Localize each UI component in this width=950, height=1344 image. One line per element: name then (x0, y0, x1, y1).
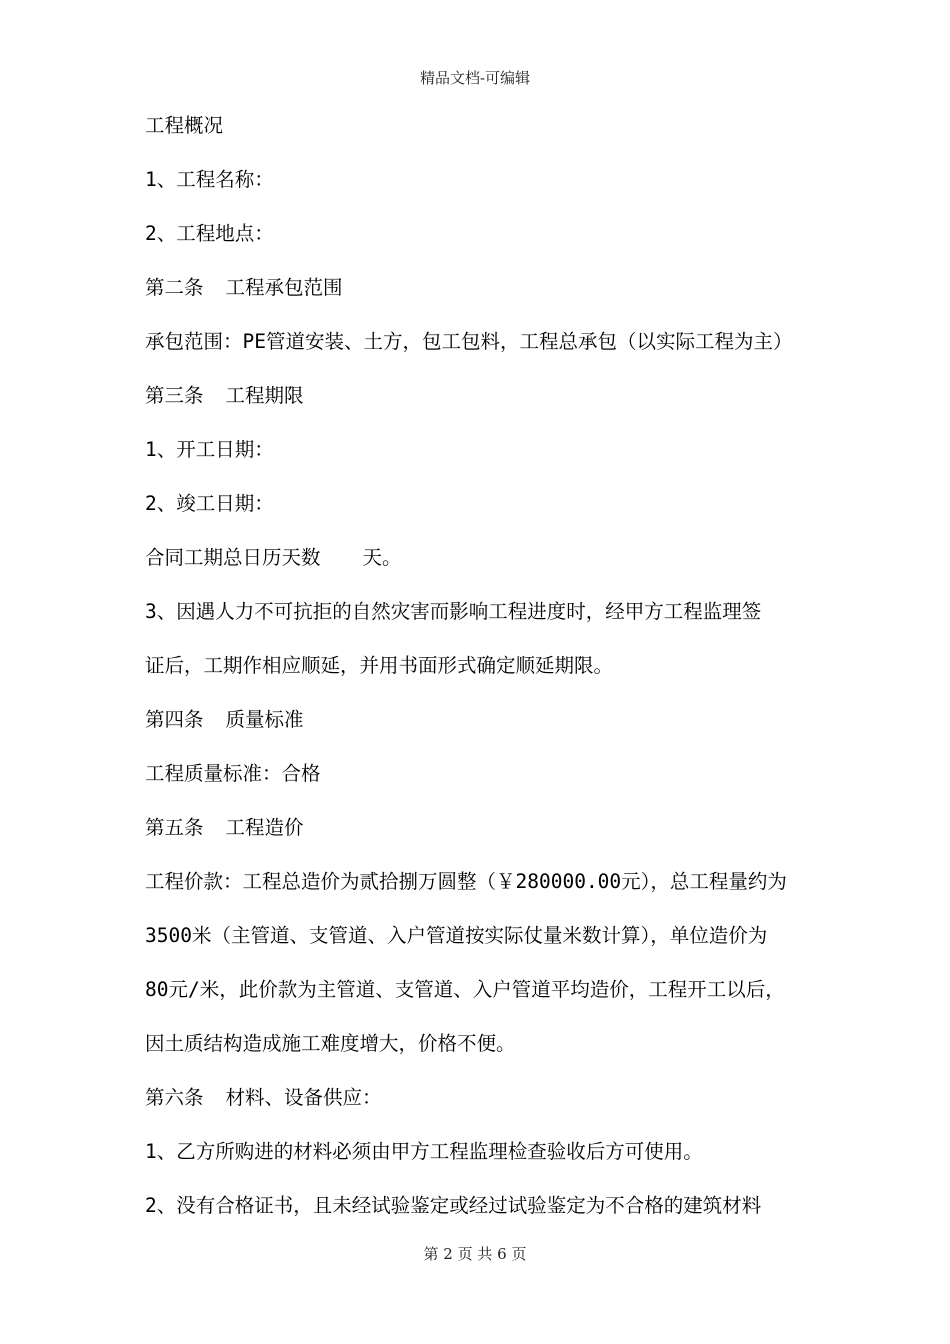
total-days-prefix: 合同工期总日历天数 (145, 546, 321, 569)
total-days-suffix: 天。 (362, 546, 402, 569)
project-name-line: 1、工程名称： (145, 168, 274, 191)
article-3-title: 工程期限 (225, 384, 304, 407)
quality-line: 工程质量标准：合格 (145, 762, 321, 785)
article-3-number: 第三条 (145, 384, 204, 407)
article-3-heading (145, 378, 825, 432)
page-header: 精品文档-可编辑 (419, 69, 531, 87)
article-4-title: 质量标准 (225, 708, 304, 731)
article-2-number: 第二条 (145, 276, 204, 299)
end-date-line: 2、竣工日期： (145, 492, 274, 515)
article-2-title: 工程承包范围 (225, 276, 343, 299)
article-6-number: 第六条 (145, 1086, 204, 1109)
material-clause-1: 1、乙方所购进的材料必须由甲方工程监理检查验收后方可使用。 (145, 1140, 703, 1163)
article-6-title: 材料、设备供应： (225, 1086, 382, 1109)
price-line-1: 工程价款：工程总造价为贰拾捌万圆整（￥280000.00元），总工程量约为 (145, 870, 787, 893)
article-5-heading (145, 810, 825, 864)
delay-clause-line-2: 证后，工期作相应顺延，并用书面形式确定顺延期限。 (145, 654, 614, 677)
project-location-line: 2、工程地点： (145, 222, 274, 245)
article-4-number: 第四条 (145, 708, 204, 731)
page-footer: 第 2 页 共 6 页 (423, 1245, 527, 1263)
start-date-line: 1、开工日期： (145, 438, 274, 461)
price-line-4: 因土质结构造成施工难度增大，价格不便。 (145, 1032, 516, 1055)
document-body (145, 108, 825, 1242)
price-line-2: 3500米（主管道、支管道、入户管道按实际仗量米数计算），单位造价为 (145, 924, 768, 947)
article-5-number: 第五条 (145, 816, 204, 839)
article-2-heading (145, 270, 825, 324)
article-4-heading (145, 702, 825, 756)
material-clause-2: 2、没有合格证书，且未经试验鉴定或经过试验鉴定为不合格的建筑材料 (145, 1194, 762, 1217)
article-6-heading (145, 1080, 825, 1134)
price-line-3: 80元/米，此价款为主管道、支管道、入户管道平均造价，工程开工以后， (145, 978, 785, 1001)
article-5-title: 工程造价 (225, 816, 304, 839)
scope-line: 承包范围：PE管道安装、土方，包工包料，工程总承包（以实际工程为主） (145, 330, 793, 353)
total-days-line (145, 540, 825, 594)
section-title-overview: 工程概况 (145, 114, 224, 137)
delay-clause-line-1: 3、因遇人力不可抗拒的自然灾害而影响工程进度时，经甲方工程监理签 (145, 600, 762, 623)
